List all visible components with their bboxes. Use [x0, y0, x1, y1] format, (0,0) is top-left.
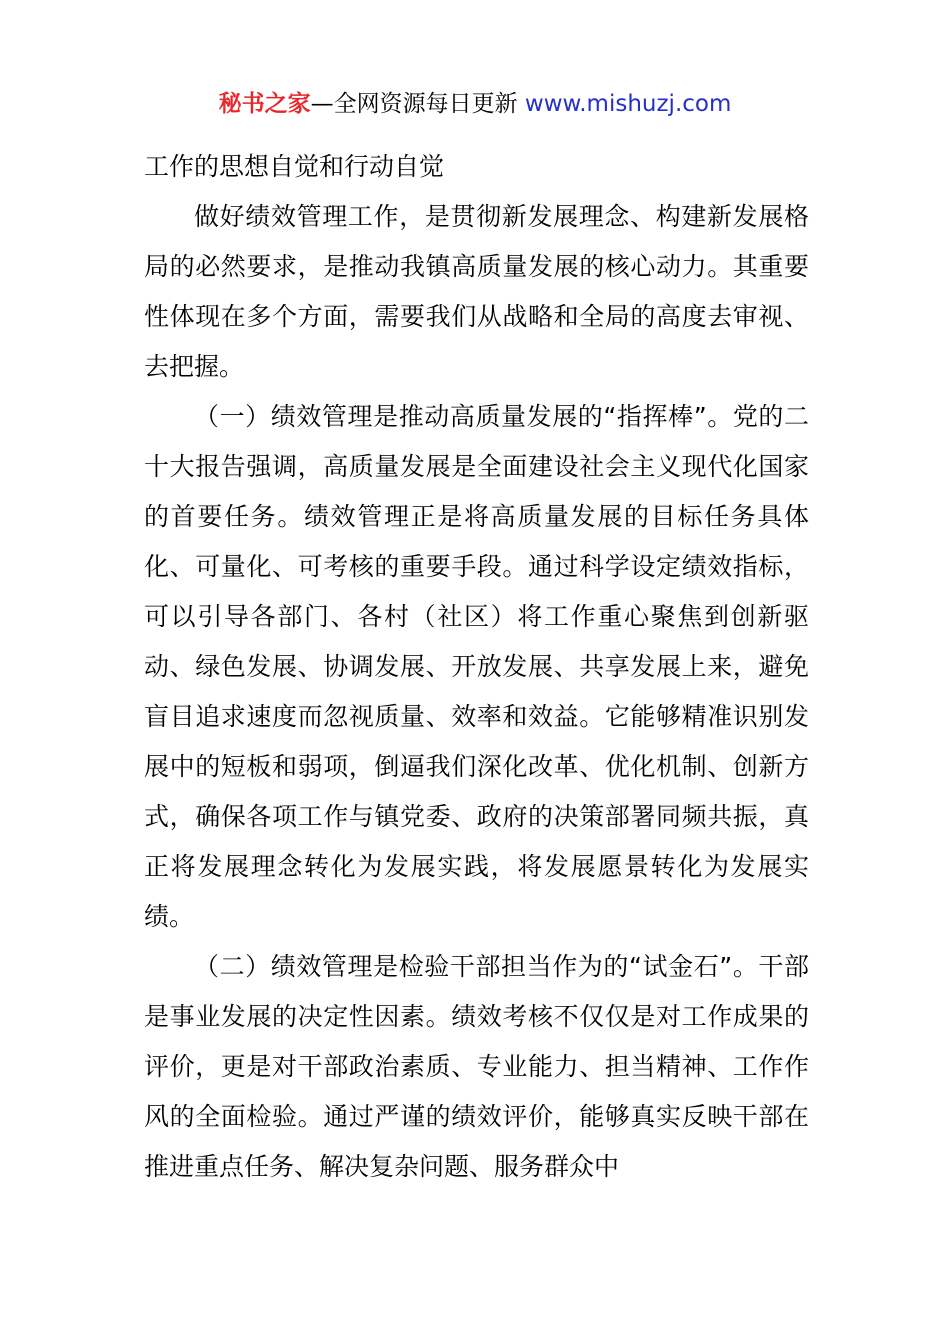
paragraph-section-2: （二）绩效管理是检验干部担当作为的“试金石”。干部是事业发展的决定性因素。绩效考核不仅仅是对工作成果的评价，更是对干部政治素质、专业能力、担当精神、工作作风的全面检验。通过严谨的绩效评价，能够真实反映干部在推进重点任务、解决复杂问题、服务群众中: [144, 952, 809, 1181]
paragraph-continuation: 工作的思想自觉和行动自觉: [144, 152, 445, 181]
brand-name: 秘书之家: [218, 91, 311, 117]
paragraph-intro: 做好绩效管理工作，是贯彻新发展理念、构建新发展格局的必然要求，是推动我镇高质量发展的核心动力。其重要性体现在多个方面，需要我们从战略和全局的高度去审视、去把握。: [144, 202, 809, 381]
paragraph-section-1: （一）绩效管理是推动高质量发展的“指挥棒”。党的二十大报告强调，高质量发展是全面建设社会主义现代化国家的首要任务。绩效管理正是将高质量发展的目标任务具体化、可量化、可考核的重要手段。通过科学设定绩效指标，可以引导各部门、各村（社区）将工作重心聚焦到创新驱动、绿色发展、协调发展、开放发展、共享发展上来，避免盲目追求速度而忽视质量、效率和效益。它能够精准识别发展中的短板和弱项，倒逼我们深化改革、优化机制、创新方式，确保各项工作与镇党委、政府的决策部署同频共振，真正将发展理念转化为发展实践，将发展愿景转化为发展实绩。: [144, 402, 809, 931]
site-url-link[interactable]: www.mishuzj.com: [524, 91, 732, 117]
site-header: [0, 86, 950, 122]
header-tagline: —全网资源每日更新: [310, 91, 525, 117]
document-body: [144, 142, 809, 1192]
